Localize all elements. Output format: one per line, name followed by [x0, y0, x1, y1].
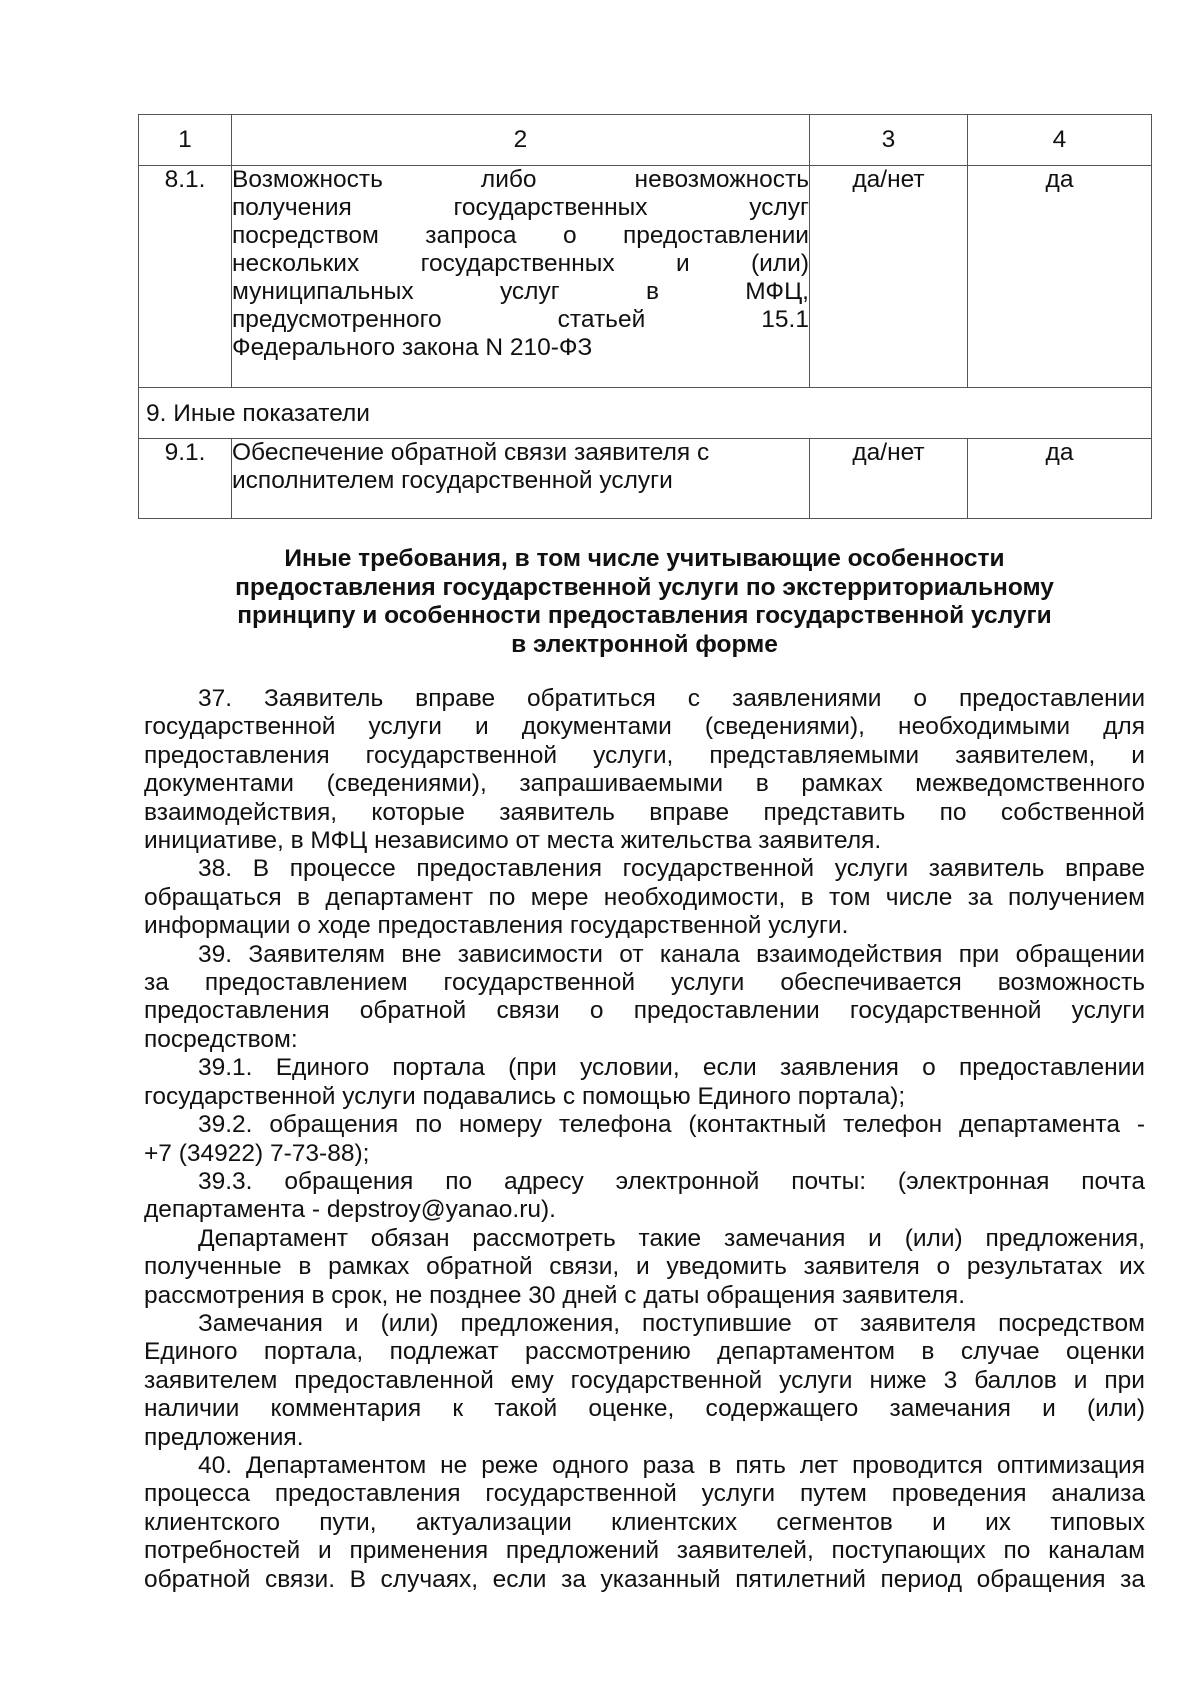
- heading-line: Иные требования, в том числе учитывающие особенности: [284, 545, 1005, 572]
- paragraph: [144, 1452, 1145, 1594]
- column-header-2: 2: [232, 115, 810, 166]
- paragraph-line: документами (сведениями), запрашиваемыми в рамках межведомственного: [144, 770, 1145, 798]
- paragraph-line: государственной услуги и документами (сведениями), необходимыми для: [144, 713, 1145, 741]
- paragraph-line: за предоставлением государственной услуги обеспечивается возможность: [144, 969, 1145, 997]
- paragraph-line: обращаться в департамент по мере необходимости, в том числе за получением: [144, 883, 1145, 911]
- paragraph-line: 39.1. Единого портала (при условии, если заявления о предоставлении: [198, 1054, 1145, 1082]
- table-row-8-1: [139, 166, 1152, 388]
- column-header-3: 3: [810, 115, 968, 166]
- paragraph-line: предоставления государственной услуги, представляемыми заявителем, и: [144, 741, 1145, 769]
- paragraph-line: клиентского пути, актуализации клиентских сегментов и их типовых: [144, 1508, 1145, 1536]
- table-section-row: [139, 388, 1152, 439]
- heading-line: в электронной форме: [511, 630, 778, 658]
- description-line: посредством запроса о предоставлении: [232, 222, 809, 249]
- paragraph-line: 39.3. обращения по адресу электронной почты: (электронная почта: [198, 1167, 1145, 1195]
- row-description: [232, 166, 810, 388]
- paragraph: [144, 1168, 1145, 1225]
- paragraph: [144, 1225, 1145, 1310]
- paragraph-line: 37. Заявитель вправе обратиться с заявлениями о предоставлении: [198, 685, 1145, 712]
- paragraph-line: полученные в рамках обратной связи, и уведомить заявителя о результатах их: [144, 1253, 1145, 1281]
- description-line: Федерального закона N 210-ФЗ: [232, 334, 593, 361]
- paragraph-line: 39.2. обращения по номеру телефона (контактный телефон департамента -: [198, 1111, 1145, 1139]
- paragraph: [144, 1310, 1145, 1452]
- indicators-table: [138, 114, 1152, 519]
- paragraph-line: 40. Департаментом не реже одного раза в пять лет проводится оптимизация: [198, 1451, 1145, 1479]
- description-line: Возможность либо невозможность: [232, 166, 809, 193]
- paragraph-line: предложения.: [144, 1423, 304, 1451]
- row-value: да: [968, 166, 1152, 388]
- description-line: предусмотренного статьей 15.1: [232, 306, 809, 333]
- column-header-1: 1: [139, 115, 232, 166]
- paragraph-line: наличии комментария к такой оценке, содержащего замечания и (или): [144, 1395, 1145, 1423]
- row-unit: да/нет: [810, 439, 968, 519]
- paragraph-line: департамента - depstroy@yanao.ru).: [144, 1196, 556, 1224]
- row-value: да: [968, 439, 1152, 519]
- row-description: [232, 439, 810, 519]
- table-row-9-1: [139, 439, 1152, 519]
- paragraph-line: инициативе, в МФЦ независимо от места жительства заявителя.: [144, 827, 882, 855]
- row-unit: да/нет: [810, 166, 968, 388]
- row-number: 9.1.: [139, 439, 232, 519]
- paragraph: [144, 1054, 1145, 1111]
- description-line: получения государственных услуг: [232, 194, 809, 221]
- body-text: [144, 685, 1145, 1594]
- paragraph-line: Замечания и (или) предложения, поступившие от заявителя посредством: [198, 1309, 1145, 1337]
- paragraph-line: предоставления обратной связи о предоставлении государственной услуги: [144, 997, 1145, 1025]
- paragraph-line: процесса предоставления государственной услуги путем проведения анализа: [144, 1480, 1145, 1508]
- paragraph-line: Единого портала, подлежат рассмотрению департаментом в случае оценки: [144, 1338, 1145, 1366]
- column-header-4: 4: [968, 115, 1152, 166]
- paragraph: [144, 941, 1145, 1055]
- row-number: 8.1.: [139, 166, 232, 388]
- paragraph-line: рассмотрения в срок, не позднее 30 дней с даты обращения заявителя.: [144, 1281, 966, 1309]
- heading-line: предоставления государственной услуги по экстерриториальному: [235, 573, 1054, 601]
- heading-line: принципу и особенности предоставления государственной услуги: [237, 602, 1052, 629]
- paragraph-line: взаимодействия, которые заявитель вправе представить по собственной: [144, 798, 1145, 826]
- paragraph-line: +7 (34922) 7-73-88);: [144, 1139, 370, 1167]
- section-heading: [138, 545, 1151, 659]
- paragraph-line: заявителем предоставленной ему государственной услуги ниже 3 баллов и при: [144, 1366, 1145, 1394]
- paragraph-line: государственной услуги подавались с помощью Единого портала);: [144, 1082, 906, 1110]
- paragraph-line: информации о ходе предоставления государственной услуги.: [144, 912, 849, 940]
- paragraph: [144, 685, 1145, 855]
- description-line: Обеспечение обратной связи заявителя с: [232, 439, 710, 466]
- paragraph-line: 39. Заявителям вне зависимости от канала взаимодействия при обращении: [198, 940, 1145, 968]
- paragraph: [144, 855, 1145, 940]
- description-line: исполнителем государственной услуги: [232, 467, 673, 494]
- paragraph: [144, 1111, 1145, 1168]
- paragraph-line: посредством:: [144, 1025, 298, 1053]
- description-line: нескольких государственных и (или): [232, 250, 809, 277]
- description-line: муниципальных услуг в МФЦ,: [232, 278, 809, 305]
- table-header-row: [139, 115, 1152, 166]
- section-title: 9. Иные показатели: [139, 388, 1152, 439]
- paragraph-line: обратной связи. В случаях, если за указанный пятилетний период обращения за: [144, 1565, 1145, 1593]
- paragraph-line: Департамент обязан рассмотреть такие замечания и (или) предложения,: [198, 1224, 1145, 1252]
- paragraph-line: 38. В процессе предоставления государственной услуги заявитель вправе: [198, 855, 1145, 883]
- paragraph-line: потребностей и применения предложений заявителей, поступающих по каналам: [144, 1537, 1145, 1565]
